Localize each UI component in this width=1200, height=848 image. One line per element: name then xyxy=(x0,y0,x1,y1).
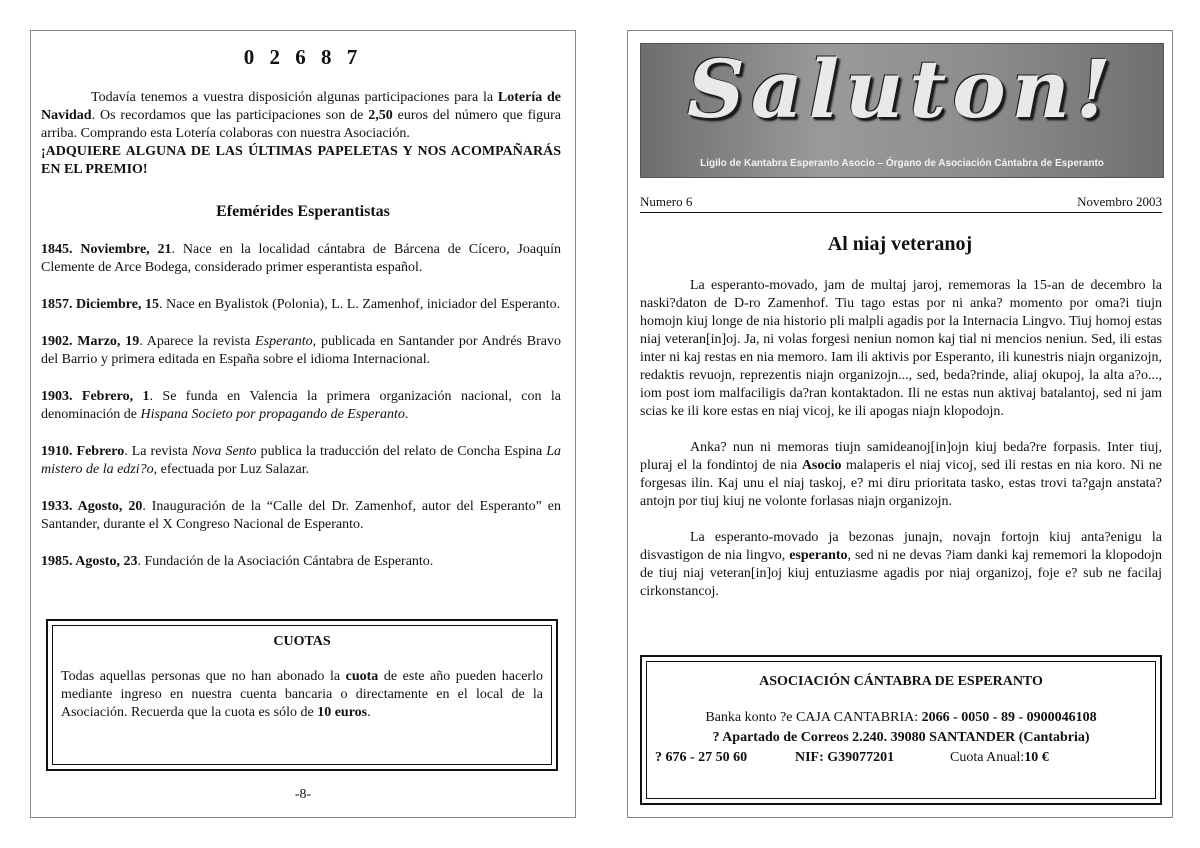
cuotas-title: CUOTAS xyxy=(273,634,331,649)
events-list xyxy=(41,241,561,590)
event-text: publica la traducción del relato de Concha Espina xyxy=(256,444,547,459)
event-italic: La mistero de la edzi?o xyxy=(41,444,562,477)
cuotas-text xyxy=(61,668,543,722)
masthead-banner xyxy=(640,43,1164,178)
event-date: 1845. Noviembre, 21 xyxy=(41,242,172,257)
event-italic: Hispana Societo por propagando de Esperanto xyxy=(140,407,405,422)
event-date: 1902. Marzo, 19 xyxy=(41,334,140,349)
event-1903 xyxy=(41,388,561,424)
issue-info-row xyxy=(640,194,1162,213)
lottery-cta: ¡ADQUIERE ALGUNA DE LAS ÚLTIMAS PAPELETAS Y NOS ACOMPAÑARÁS EN EL PREMIO! xyxy=(41,144,561,177)
paragraph-text: Anka? nun ni memoras tiujn samideanoj[in]ojn kiuj beda?re forpasis. Inter tiuj, pluraj el la fondintoj de nia xyxy=(640,440,1162,473)
page-number: -8- xyxy=(294,787,312,802)
event-text: , efectuada por Luz Salazar. xyxy=(153,462,310,477)
phone-number: ? 676 - 27 50 60 xyxy=(655,750,748,765)
contact-row xyxy=(655,748,1155,768)
annual-fee xyxy=(950,748,1049,768)
lottery-text-a: . Os recordamos que las participaciones son de xyxy=(91,108,364,123)
issue-number: Numero 6 xyxy=(640,194,693,209)
article-paragraph-1: La esperanto-movado, jam de multaj jaroj, rememoras la 15-an de decembro la naski?daton de D-ro Zamenhof. Tiu tago estas por ni anka? momento por oma?i tiujn homojn kiuj longe de nia historio pli malpli agadis por la Internacia Lingvo. Tiuj homoj estas niaj veteran[in]oj. Ja, ni volas forgesi neniun nomon kaj tial ni mencios neniun. Sed, ili estas inter ni kaj restas en nia memoro. Iam ili aktivis por Esperanto, ili kunestris niajn organizojn, redaktis revuojn, reprezentis niajn organizojn..., sed, beda?rinde, aliaj okupoj, la alta a?o..., iom post iom malfaciligis da?ran kontaktadon. Ili ne estas nun aktivaj batalantoj, sed ni jam scias ke ili kore estas en niaj vicoj, ke ili apogas niajn klopodojn. xyxy=(640,278,1162,419)
postal-address: ? Apartado de Correos 2.240. 39080 SANTANDER (Cantabria) xyxy=(712,730,1090,745)
paragraph-text: , sed ni ne devas ?iam danki kaj rememori la klopodojn de tiuj niaj veteran[in]oj kiuj entuziasme agadis por niaj organizoj, foje e? sub ne facilaj cirkonstancoj. xyxy=(640,548,1162,599)
event-1985 xyxy=(41,553,561,571)
association-inner-frame xyxy=(646,661,1156,799)
cuotas-bold: cuota xyxy=(345,669,379,684)
event-date: 1985. Agosto, 23 xyxy=(41,554,138,569)
event-text: , publicada en Santander por Andrés Bravo del Barrio y primera editada en España sobre el idioma Internacional. xyxy=(41,334,561,367)
event-date: 1857. Diciembre, 15 xyxy=(41,297,159,312)
event-italic: Esperanto xyxy=(255,334,313,349)
event-1933 xyxy=(41,498,561,534)
cuotas-box xyxy=(46,619,558,771)
right-page xyxy=(627,30,1173,818)
event-1845 xyxy=(41,241,561,277)
event-text: . Se funda en Valencia la primera organización nacional, con la denominación de xyxy=(41,389,561,422)
event-text: . Nace en la localidad cántabra de Bárcena de Cícero, Joaquín Clemente de Arce Bodega, considerado primer esperantista español. xyxy=(41,242,561,275)
lottery-announcement xyxy=(41,89,561,179)
fee-label: Cuota Anual: xyxy=(950,750,1025,765)
association-box xyxy=(640,655,1162,805)
article-title: Al niaj veteranoj xyxy=(827,233,973,255)
article-paragraph-3 xyxy=(640,529,1162,601)
cuotas-inner-frame xyxy=(52,625,552,765)
cuotas-text-c: . xyxy=(367,705,371,720)
event-1902 xyxy=(41,333,561,369)
masthead-title: Saluton! xyxy=(687,43,1117,136)
bank-account xyxy=(647,708,1155,728)
masthead-subtitle: Ligilo de Kantabra Esperanto Asocio – Órgano de Asociación Cántabra de Esperanto xyxy=(700,158,1104,169)
fee-value: 10 € xyxy=(1024,750,1049,765)
lottery-intro: Todavía tenemos a vuestra disposición algunas participaciones para la xyxy=(91,90,494,105)
event-1857 xyxy=(41,296,561,314)
paragraph-text: La esperanto-movado ja bezonas junajn, novajn fortojn kiuj anta?enigu la disvastigon de nia lingvo, xyxy=(640,530,1162,563)
lottery-number: 0 2 6 8 7 xyxy=(243,45,363,69)
nif-code: NIF: G39077201 xyxy=(795,750,895,765)
event-text: . Inauguración de la “Calle del Dr. Zamenhof, autor del Esperanto” en Santander, durante el X Congreso Nacional de Esperanto. xyxy=(41,499,561,532)
cuotas-amount: 10 euros xyxy=(317,705,368,720)
event-text: . Aparece la revista xyxy=(139,334,256,349)
cuotas-text-a: Todas aquellas personas que no han abonado la xyxy=(61,669,346,684)
event-date: 1910. Febrero xyxy=(41,444,125,459)
paragraph-bold: Asocio xyxy=(801,458,842,473)
event-text: . Fundación de la Asociación Cántabra de Esperanto. xyxy=(137,554,434,569)
issue-date: Novembro 2003 xyxy=(1077,194,1162,209)
association-title: ASOCIACIÓN CÁNTABRA DE ESPERANTO xyxy=(759,674,1043,689)
lottery-text-b: euros del número que figura arriba. Comprando esta Lotería colaboras con nuestra Asociación. xyxy=(41,108,561,141)
event-1910 xyxy=(41,443,561,479)
bank-label: Banka konto ?e CAJA CANTABRIA: xyxy=(705,710,922,725)
lottery-name: Lotería de Navidad xyxy=(41,90,562,123)
event-date: 1903. Febrero, 1 xyxy=(41,389,150,404)
event-text: . xyxy=(404,407,409,422)
efemerides-title: Efemérides Esperantistas xyxy=(216,203,390,220)
bank-number: 2066 - 0050 - 89 - 0900046108 xyxy=(921,710,1097,725)
article-paragraph-2 xyxy=(640,439,1162,511)
event-italic: Nova Sento xyxy=(191,444,257,459)
paragraph-bold: esperanto xyxy=(789,548,848,563)
event-text: . Nace en Byalistok (Polonia), L. L. Zamenhof, iniciador del Esperanto. xyxy=(158,297,561,312)
lottery-price: 2,50 xyxy=(368,108,393,123)
paragraph-text: malaperis el niaj vicoj, sed ili restas en nia koro. Ni ne forgesas ilin. Kaj unu el niaj taskoj, e? mi diru prioritata tasko, estas trovi ta?gajn anstata?antojn por tiuj kiuj ne volonte forlasas niajn organizojn. xyxy=(640,458,1162,509)
event-text: . La revista xyxy=(124,444,192,459)
event-date: 1933. Agosto, 20 xyxy=(41,499,143,514)
article-body xyxy=(640,277,1162,619)
left-page xyxy=(30,30,576,818)
cuotas-text-b: de este año pueden hacerlo mediante ingreso en nuestra cuenta bancaria o directamente en el local de la Asociación. Recuerda que la cuota es sólo de xyxy=(61,669,543,720)
